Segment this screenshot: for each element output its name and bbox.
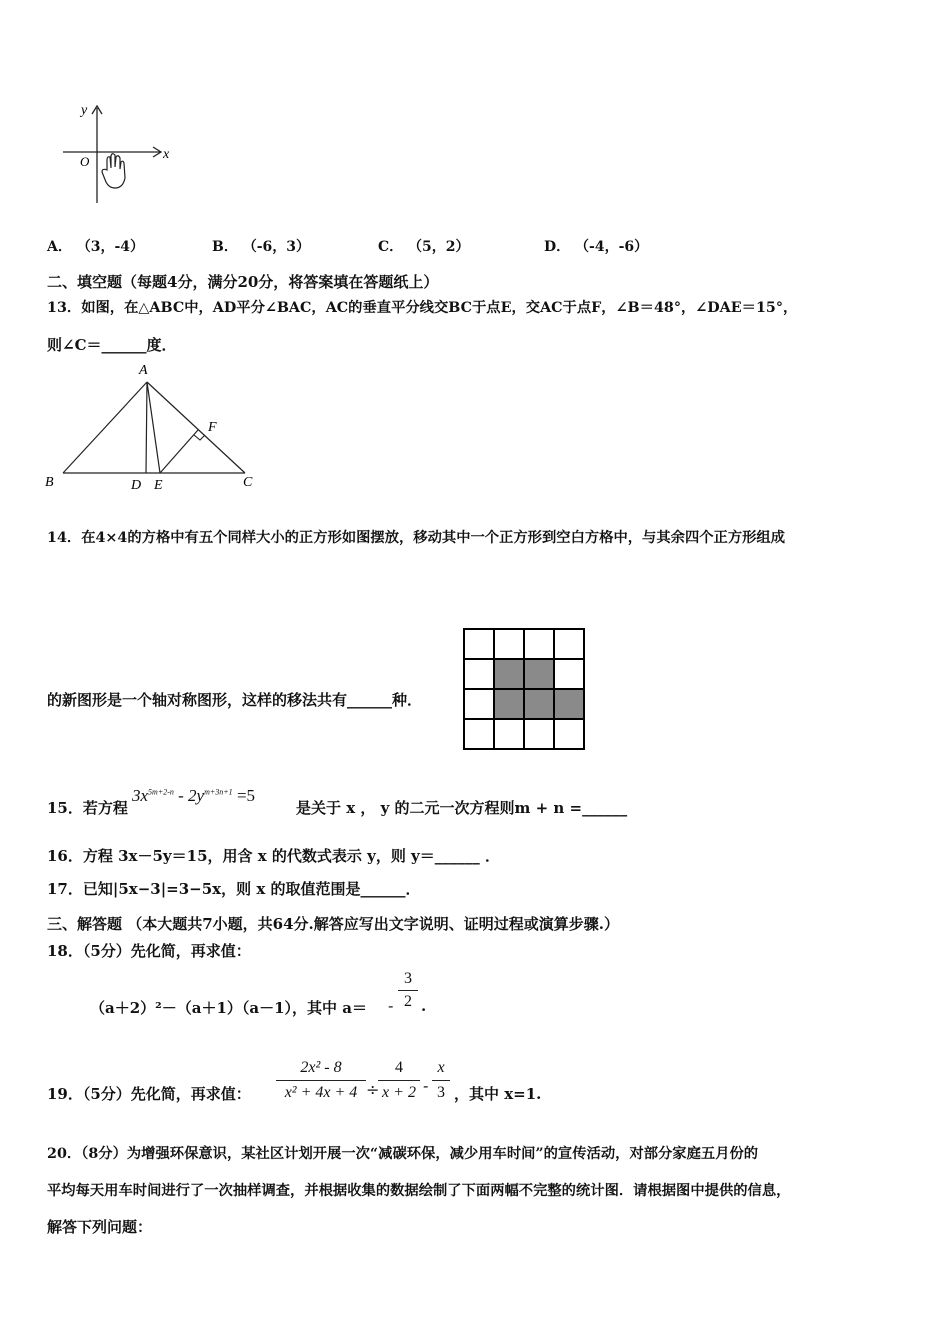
grid-cell-filled <box>524 689 554 719</box>
q19-minus: - <box>423 1076 429 1095</box>
origin-label: O <box>80 154 90 169</box>
q18-neg-sign: - <box>388 996 394 1015</box>
section3-title: 三、解答题 （本大题共7小题，共64分.解答应写出文字说明、证明过程或演算步骤.） <box>47 915 619 933</box>
q19-fraction-1 <box>276 1059 366 1102</box>
grid-cell-filled <box>494 689 524 719</box>
q19-f3-denominator: 3 <box>437 1084 445 1101</box>
choice-b: B． （-6，3） <box>212 239 311 255</box>
triangle-figure <box>40 358 270 498</box>
square-grid <box>463 628 585 750</box>
grid-cell <box>554 719 584 749</box>
q14-line2: 的新图形是一个轴对称图形，这样的移法共有______种． <box>47 691 423 709</box>
label-e: E <box>154 478 163 493</box>
q19-divide: ÷ <box>366 1080 380 1099</box>
q18-fraction <box>398 970 418 1011</box>
q19-suffix: ，其中 x=1. <box>454 1085 542 1103</box>
q19-f3-numerator: x <box>437 1059 445 1076</box>
grid-cell <box>524 629 554 659</box>
x-axis-label: x <box>163 147 170 162</box>
q19-fraction-2 <box>378 1059 420 1102</box>
grid-cell <box>494 719 524 749</box>
q15-equation: $3x^{5m+2-n} - 2y^{m+3n+1} =5$ <box>132 786 256 805</box>
grid-cell <box>494 629 524 659</box>
grid-cell <box>464 689 494 719</box>
grid-cell <box>554 629 584 659</box>
grid-cell-filled <box>554 689 584 719</box>
q18-denominator: 2 <box>404 993 412 1010</box>
q15-suffix: 是关于 x ， y 的二元一次方程则m + n =______ <box>296 799 628 817</box>
grid-cell-filled <box>494 659 524 689</box>
grid-cell-filled <box>524 659 554 689</box>
choice-c: C． （5，2） <box>378 239 470 255</box>
label-f: F <box>208 420 217 435</box>
coordinate-axes-figure <box>55 100 185 210</box>
q19-f2-numerator: 4 <box>395 1059 403 1076</box>
q19-f2-denominator: x + 2 <box>382 1084 416 1101</box>
q20-line3: 解答下列问题： <box>47 1218 153 1236</box>
grid-cell <box>554 659 584 689</box>
hand-icon <box>102 154 125 188</box>
q19-fraction-3 <box>432 1059 450 1102</box>
q19-prefix: 19．（5分）先化简，再求值： <box>47 1085 251 1103</box>
q19-f1-denominator: x² + 4x + 4 <box>284 1084 358 1101</box>
choice-d: D． （-4，-6） <box>544 239 649 255</box>
grid-cell <box>464 629 494 659</box>
q20-line2: 平均每天用车时间进行了一次抽样调查，并根据收集的数据绘制了下面两幅不完整的统计图．请根据图中提供的信息， <box>47 1183 791 1199</box>
q13-line2: 则∠C＝______度． <box>47 336 177 354</box>
q14-line1: 14．在4×4的方格中有五个同样大小的正方形如图摆放，移动其中一个正方形到空白方格中，与其余四个正方形组成 <box>47 530 786 546</box>
label-d: D <box>131 478 142 493</box>
q17: 17．已知|5x−3|=3−5x，则 x 的取值范围是______． <box>47 880 421 898</box>
q18-expression: （a＋2）²－（a＋1）（a－1），其中 a＝ <box>90 999 367 1017</box>
label-a: A <box>139 363 148 378</box>
choice-a: A． （3，-4） <box>47 239 145 255</box>
q16: 16．方程 3x－5y＝15，用含 x 的代数式表示 y，则 y＝______ ． <box>47 847 500 865</box>
q19-f1-numerator: 2x² - 8 <box>300 1059 342 1076</box>
label-c: C <box>243 475 253 490</box>
q18-title: 18．（5分）先化简，再求值： <box>47 942 251 960</box>
grid-cell <box>524 719 554 749</box>
grid-cell <box>464 719 494 749</box>
y-axis-label: y <box>81 103 88 118</box>
section2-title: 二、填空题（每题4分，满分20分，将答案填在答题纸上） <box>47 273 439 291</box>
q18-numerator: 3 <box>404 970 412 987</box>
q13-line1: 13．如图，在△ABC中，AD平分∠BAC，AC的垂直平分线交BC于点E，交AC于点F，∠B＝48°，∠DAE＝15°， <box>47 300 798 316</box>
q15-prefix: 15．若方程 <box>47 799 128 817</box>
q20-line1: 20．（8分）为增强环保意识，某社区计划开展一次“减碳环保，减少用车时间”的宣传活动，对部分家庭五月份的 <box>47 1146 759 1162</box>
q18-end: . <box>421 997 427 1015</box>
grid-cell <box>464 659 494 689</box>
label-b: B <box>45 475 54 490</box>
